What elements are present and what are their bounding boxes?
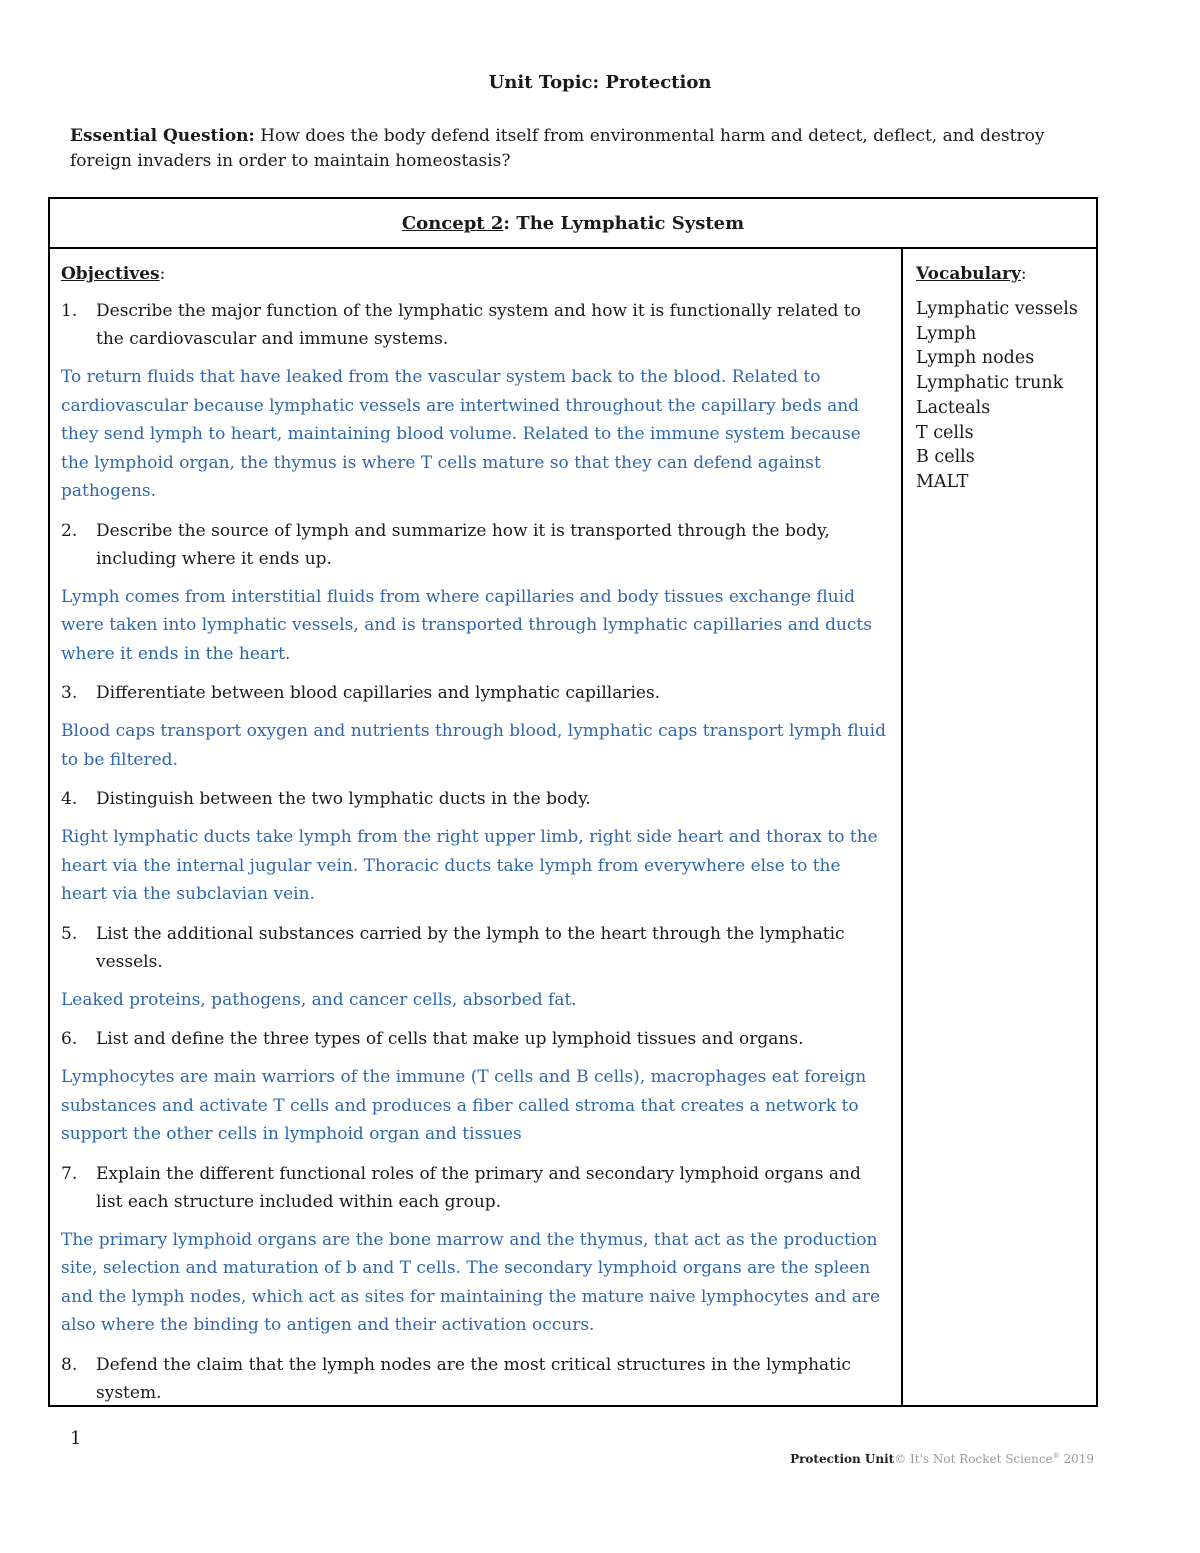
page-number: 1 (70, 1428, 82, 1449)
vocabulary-term: Lymph (916, 323, 977, 344)
objective-question: Distinguish between the two lymphatic ducts in the body. (96, 789, 591, 809)
objective-number: 2. (61, 520, 78, 541)
footer-unit: Protection Unit (790, 1452, 895, 1466)
objective-question: Describe the major function of the lymphatic system and how it is functionally related to the cardiovascular and immune systems. (96, 301, 861, 349)
vocabulary-term: T cells (916, 422, 974, 443)
objective-item (61, 1351, 891, 1407)
objectives-list (61, 297, 891, 1407)
concept-number: Concept 2 (401, 213, 504, 234)
concept-table (48, 197, 1098, 1407)
objective-number: 8. (61, 1354, 78, 1375)
essential-question-text: How does the body defend itself from environmental harm and detect, deflect, and destroy foreign invaders in order to maintain homeostasis? (70, 126, 1045, 171)
objective-answer: The primary lymphoid organs are the bone marrow and the thymus, that act as the production site, selection and maturation of b and T cells. The secondary lymphoid organs are the spleen and the lymph nodes, which act as sites for maintaining the mature naive lymphocytes and are also where the binding to antigen and their activation occurs. (61, 1229, 881, 1335)
vocabulary-term: B cells (916, 447, 975, 468)
vocabulary-column (905, 249, 1096, 1405)
footer-copyright: © It's Not Rocket Science (894, 1452, 1053, 1466)
objective-question: Explain the different functional roles of the primary and secondary lymphoid organs and list each structure included within each group. (96, 1163, 861, 1212)
objective-question: List the additional substances carried by the lymph to the heart through the lymphatic vessels. (96, 923, 845, 972)
objective-number: 3. (61, 683, 78, 703)
vocabulary-heading: Vocabulary: (916, 264, 1027, 284)
objective-question: Differentiate between blood capillaries and lymphatic capillaries. (96, 683, 661, 703)
objective-item (61, 785, 891, 813)
vocabulary-term: Lymph nodes (916, 348, 1035, 369)
vocabulary-term: Lymphatic vessels (916, 299, 1078, 319)
objective-item (61, 517, 891, 573)
objective-question: Defend the claim that the lymph nodes are the most critical structures in the lymphatic system. (96, 1354, 851, 1403)
objective-item (61, 297, 891, 353)
concept-body (50, 249, 1096, 1405)
vocabulary-term: Lymphatic trunk (916, 373, 1064, 394)
objective-number: 4. (61, 789, 78, 809)
objective-answer: Leaked proteins, pathogens, and cancer cells, absorbed fat. (61, 989, 577, 1010)
objective-answer: Lymph comes from interstitial fluids from where capillaries and body tissues exchange fluid were taken into lymphatic vessels, and is transported through lymphatic capillaries and ducts where it ends in the heart. (61, 586, 872, 664)
objective-item (61, 920, 891, 976)
objectives-heading: Objectives: (61, 264, 166, 284)
objective-question: Describe the source of lymph and summarize how it is transported through the body, including where it ends up. (96, 520, 830, 569)
copyright-footer (790, 1452, 1094, 1466)
essential-question-label: Essential Question: (70, 126, 255, 146)
vocabulary-list (916, 297, 1096, 495)
concept-title: : The Lymphatic System (503, 213, 745, 234)
footer-trademark: ® (1052, 1452, 1060, 1460)
concept-header (50, 199, 1096, 249)
objective-number: 7. (61, 1163, 78, 1184)
objectives-column (50, 249, 903, 1405)
page-title: Unit Topic: Protection (488, 72, 712, 93)
vocabulary-term: Lacteals (916, 397, 991, 418)
footer-year: 2019 (1059, 1452, 1094, 1466)
objective-answer: Blood caps transport oxygen and nutrients through blood, lymphatic caps transport lymph fluid to be filtered. (61, 721, 886, 770)
objective-answer: To return fluids that have leaked from the vascular system back to the blood. Related to cardiovascular because lymphatic vessels are intertwined throughout the capillary beds and they send lymph to heart, maintaining blood volume. Related to the immune system because the lymphoid organ, the thymus is where T cells mature so that they can defend against pathogens. (61, 367, 861, 501)
objective-item (61, 1160, 891, 1216)
essential-question (70, 124, 1110, 174)
objective-item (61, 679, 891, 707)
objective-question: List and define the three types of cells that make up lymphoid tissues and organs. (96, 1029, 804, 1049)
vocabulary-term: MALT (916, 471, 969, 492)
objective-answer: Right lymphatic ducts take lymph from the right upper limb, right side heart and thorax to the heart via the internal jugular vein. Thoracic ducts take lymph from everywhere else to the heart via the subclavian vein. (61, 827, 878, 904)
objective-answer: Lymphocytes are main warriors of the immune (T cells and B cells), macrophages eat foreign substances and activate T cells and produces a fiber called stroma that creates a network to support the other cells in lymphoid organ and tissues (61, 1067, 867, 1144)
objective-number: 6. (61, 1029, 78, 1049)
objective-number: 1. (61, 301, 78, 321)
objective-number: 5. (61, 923, 78, 944)
objective-item (61, 1025, 891, 1053)
